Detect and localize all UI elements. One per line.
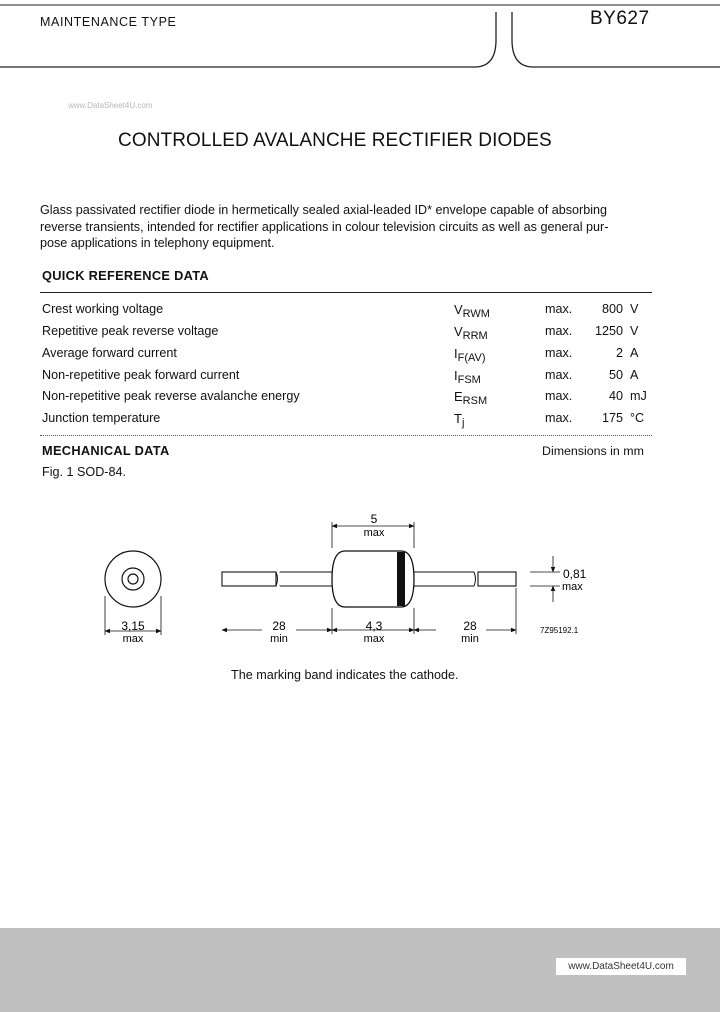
parameter-name: Non-repetitive peak forward current	[42, 368, 240, 382]
parameter-name: Non-repetitive peak reverse avalanche energy	[42, 389, 300, 403]
body-diameter-limit: max	[363, 633, 385, 645]
parameter-name: Repetitive peak reverse voltage	[42, 324, 219, 338]
parameter-symbol: $I_{F(AV)}$	[454, 346, 486, 364]
parameter-unit: mJ	[630, 389, 647, 403]
quick-reference-title: QUICK REFERENCE DATA	[42, 268, 209, 283]
marking-band-caption: The marking band indicates the cathode.	[231, 668, 459, 682]
parameter-name: Crest working voltage	[42, 302, 164, 316]
body-length-value: 5	[370, 512, 378, 526]
lead-left	[222, 572, 332, 586]
drawing-code: 7Z95192.1	[540, 626, 579, 635]
table-row	[0, 411, 720, 431]
left-lead-value: 28	[272, 619, 286, 633]
limit-label: max.	[545, 324, 573, 338]
intro-line: Glass passivated rectifier diode in hermetically sealed axial-leaded ID* envelope capable of absorbing	[40, 203, 608, 217]
dimension-lead-diameter	[530, 556, 560, 602]
quick-reference-top-rule	[40, 292, 652, 293]
body-length-limit: max	[363, 527, 385, 539]
part-number: BY627	[590, 8, 650, 29]
parameter-unit: A	[630, 346, 639, 360]
dimensions-note: Dimensions in mm	[542, 444, 644, 458]
left-lead-limit: min	[270, 633, 288, 645]
lead-diameter-value: 0,81	[563, 567, 587, 581]
maintenance-type-label: MAINTENANCE TYPE	[40, 15, 177, 29]
parameter-symbol: $V_{RWM}$	[454, 302, 490, 320]
diode-body	[332, 551, 414, 607]
parameter-unit: V	[630, 324, 639, 338]
parameter-unit: °C	[630, 411, 645, 425]
parameter-value: 2	[615, 346, 623, 360]
table-row	[0, 324, 720, 344]
limit-label: max.	[545, 368, 573, 382]
parameter-symbol: $E_{RSM}$	[454, 389, 488, 407]
parameter-name: Junction temperature	[42, 411, 161, 425]
mechanical-data-title: MECHANICAL DATA	[42, 443, 170, 458]
limit-label: max.	[545, 302, 573, 316]
table-row	[0, 368, 720, 388]
quick-reference-bottom-rule	[40, 435, 652, 436]
watermark-url: www.DataSheet4U.com	[68, 101, 153, 110]
intro-line: pose applications in telephony equipment.	[40, 236, 275, 250]
figure-caption: Fig. 1 SOD-84.	[42, 465, 126, 479]
table-row	[0, 302, 720, 322]
intro-line: reverse transients, intended for rectifier applications in colour television circuits as well as general pur-	[40, 219, 609, 234]
parameter-name: Average forward current	[42, 346, 177, 360]
parameter-unit: A	[630, 368, 639, 382]
right-lead-value: 28	[463, 619, 477, 633]
end-diameter-limit: max	[122, 633, 144, 645]
body-diameter-value: 4,3	[365, 619, 383, 633]
lead-right	[414, 572, 516, 586]
parameter-value: 40	[608, 389, 623, 403]
end-diameter-value: 3,15	[121, 619, 145, 633]
intro-paragraph	[40, 202, 652, 252]
right-lead-limit: min	[461, 633, 479, 645]
parameter-symbol: $I_{FSM}$	[454, 368, 481, 386]
footer-url: www.DataSheet4U.com	[556, 958, 686, 975]
document-title: CONTROLLED AVALANCHE RECTIFIER DIODES	[118, 130, 552, 151]
parameter-symbol: $V_{RRM}$	[454, 324, 488, 342]
parameter-unit: V	[630, 302, 639, 316]
limit-label: max.	[545, 346, 573, 360]
limit-label: max.	[545, 389, 573, 403]
parameter-value: 1250	[594, 324, 623, 338]
table-row	[0, 389, 720, 409]
parameter-value: 50	[608, 368, 623, 382]
parameter-symbol: $T_j$	[454, 411, 465, 429]
lead-diameter-limit: max	[562, 581, 583, 593]
cathode-band	[397, 552, 405, 606]
sod84-outline-drawing	[0, 500, 720, 650]
limit-label: max.	[545, 411, 573, 425]
parameter-value: 175	[601, 411, 623, 425]
parameter-value: 800	[601, 302, 623, 316]
table-row	[0, 346, 720, 366]
